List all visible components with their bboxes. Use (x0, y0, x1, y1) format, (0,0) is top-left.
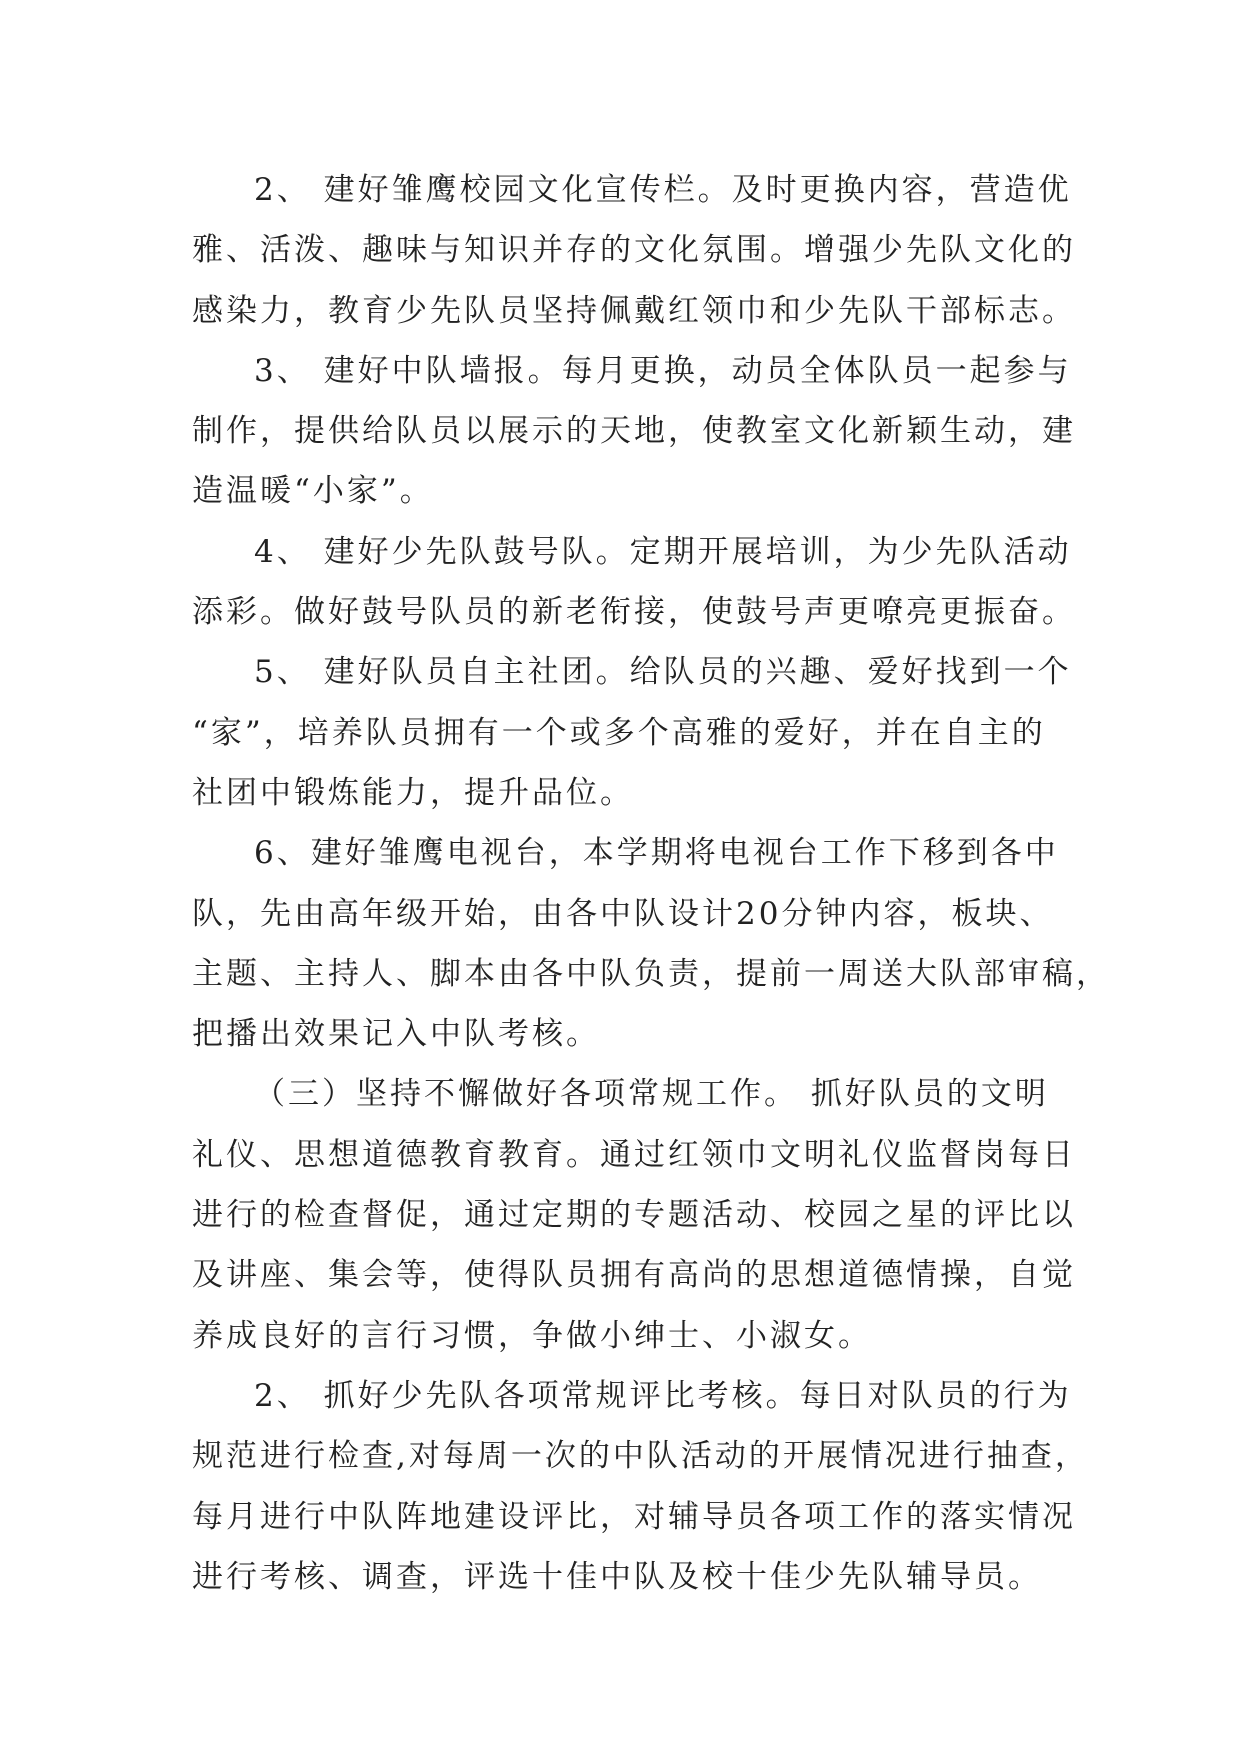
paragraph-line: 感染力，教育少先队员坚持佩戴红领巾和少先队干部标志。 (192, 292, 1076, 329)
paragraph-line: “家”，培养队员拥有一个或多个高雅的爱好，并在自主的 (192, 714, 1046, 751)
paragraph-line: 进行的检查督促，通过定期的专题活动、校园之星的评比以 (192, 1197, 1076, 1234)
paragraph-line: 礼仪、思想道德教育教育。通过红领巾文明礼仪监督岗每日 (192, 1136, 1076, 1173)
paragraph-line: 造温暖“小家”。 (192, 473, 434, 510)
paragraph-line: 及讲座、集会等，使得队员拥有高尚的思想道德情操，自觉 (192, 1257, 1076, 1294)
paragraph-item-2-bulletin-board (192, 160, 1076, 341)
paragraph-line: 进行考核、调查，评选十佳中队及校十佳少先队辅导员。 (192, 1558, 1042, 1595)
paragraph-item-2-evaluation (192, 1366, 1089, 1607)
paragraph-item-3-wall-newspaper (192, 341, 1076, 522)
paragraph-line: 2、 抓好少先队各项常规评比考核。每日对队员的行为 (254, 1377, 1072, 1414)
paragraph-line: 制作，提供给队员以展示的天地，使教室文化新颖生动，建 (192, 413, 1076, 450)
paragraph-line: 主题、主持人、脚本由各中队负责，提前一周送大队部审稿， (192, 955, 1110, 992)
paragraph-line: 社团中锻炼能力，提升品位。 (192, 774, 634, 811)
paragraph-line: 雅、活泼、趣味与知识并存的文化氛围。增强少先队文化的 (192, 232, 1076, 269)
paragraph-line: 6、建好雏鹰电视台，本学期将电视台工作下移到各中 (254, 835, 1059, 872)
paragraph-line: 每月进行中队阵地建设评比，对辅导员各项工作的落实情况 (192, 1498, 1076, 1535)
paragraph-line: （三）坚持不懈做好各项常规工作。 抓好队员的文明 (254, 1076, 1049, 1113)
paragraph-line: 5、 建好队员自主社团。给队员的兴趣、爱好找到一个 (254, 654, 1072, 691)
paragraph-line: 养成良好的言行习惯，争做小绅士、小淑女。 (192, 1317, 872, 1354)
paragraph-line: 2、 建好雏鹰校园文化宣传栏。及时更换内容，营造优 (254, 172, 1072, 208)
paragraph-item-5-student-clubs (192, 642, 1072, 823)
paragraph-line: 队，先由高年级开始，由各中队设计20分钟内容，板块、 (192, 895, 1054, 932)
paragraph-line: 3、 建好中队墙报。每月更换，动员全体队员一起参与 (254, 352, 1072, 389)
paragraph-line: 规范进行检查,对每周一次的中队活动的开展情况进行抽查， (192, 1438, 1089, 1475)
document-body (192, 160, 1110, 1607)
paragraph-line: 添彩。做好鼓号队员的新老衔接，使鼓号声更嘹亮更振奋。 (192, 594, 1076, 631)
paragraph-section-3-routine-work (192, 1064, 1076, 1365)
paragraph-item-4-drum-band (192, 522, 1076, 643)
paragraph-line: 把播出效果记入中队考核。 (192, 1016, 600, 1053)
paragraph-line: 4、 建好少先队鼓号队。定期开展培训，为少先队活动 (254, 533, 1072, 570)
paragraph-item-6-tv-station (192, 823, 1110, 1064)
